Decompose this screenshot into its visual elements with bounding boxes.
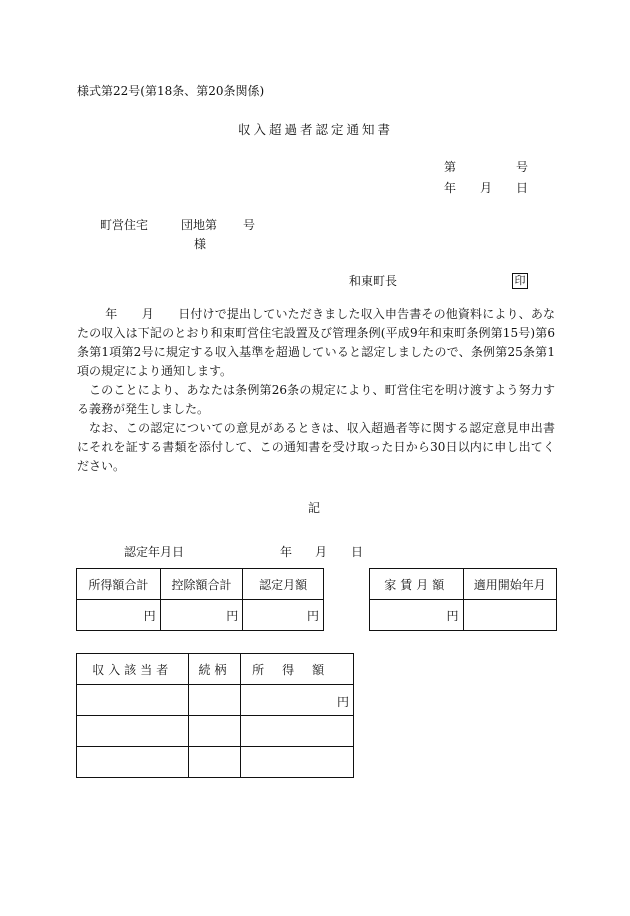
header-income-total: 所得額合計 (77, 569, 161, 600)
relationship-cell-3[interactable] (188, 747, 241, 778)
paragraph-2: このことにより、あなたは条例第26条の規定により、町営住宅を明け渡すよう努力する義務が発生しました。 (77, 383, 555, 416)
certified-monthly-cell[interactable]: 円 (243, 600, 324, 631)
header-rent-monthly: 家賃月額 (370, 569, 464, 600)
cert-date-day: 日 (351, 545, 364, 559)
document-title: 収入超過者認定通知書 (238, 122, 394, 137)
recipient-number: 号 (243, 218, 256, 232)
income-cell-2[interactable] (241, 716, 354, 747)
doc-no-prefix: 第 (444, 160, 457, 174)
recipient-honorific: 様 (194, 237, 207, 251)
recipient-housing: 町営住宅 (100, 218, 149, 232)
paragraph-1: 年 月 日付けで提出していただきました収入申告書その他資料により、あなたの収入は下記のとおり和束町営住宅設置及び管理条例(平成9年和束町条例第15号)第6条第1項第2号に規定する収入基準を超過していると認定しましたので、条例第25条第1項の規定により通知します。 (77, 307, 555, 378)
earner-cell-2[interactable] (77, 716, 189, 747)
income-total-cell[interactable]: 円 (77, 600, 161, 631)
income-cell-3[interactable] (241, 747, 354, 778)
earner-cell-3[interactable] (77, 747, 189, 778)
date-day: 日 (516, 181, 529, 195)
header-start-date: 適用開始年月 (463, 569, 557, 600)
form-number: 様式第22号(第18条、第20条関係) (77, 84, 265, 98)
cert-date-month: 月 (315, 545, 328, 559)
income-cell-1[interactable]: 円 (241, 685, 354, 716)
income-summary-table (76, 568, 324, 631)
date-month: 月 (480, 181, 493, 195)
cert-date-label: 認定年月日 (124, 545, 185, 559)
issuer-seal (512, 273, 528, 289)
income-earners-table (76, 653, 354, 778)
relationship-cell-1[interactable] (188, 685, 241, 716)
earner-cell-1[interactable] (77, 685, 189, 716)
ki-heading: 記 (308, 501, 321, 515)
header-certified-monthly: 認定月額 (243, 569, 324, 600)
deduction-total-cell[interactable]: 円 (160, 600, 243, 631)
doc-no-suffix: 号 (516, 160, 529, 174)
header-deduction-total: 控除額合計 (160, 569, 243, 600)
notice-body (77, 305, 555, 476)
cert-date-year: 年 (280, 545, 293, 559)
rent-monthly-cell[interactable]: 円 (370, 600, 464, 631)
seal-mark: 印 (512, 273, 528, 289)
paragraph-3: なお、この認定についての意見があるときは、収入超過者等に関する認定意見申出書にそれを証する書類を添付して、この通知書を受け取った日から30日以内に申し出てください。 (77, 421, 555, 473)
recipient-block: 団地第 (181, 218, 218, 232)
issuer-name: 和東町長 (349, 274, 398, 288)
start-date-cell[interactable] (463, 600, 557, 631)
date-year: 年 (444, 181, 457, 195)
relationship-cell-2[interactable] (188, 716, 241, 747)
header-income: 所得額 (241, 654, 354, 685)
header-earner: 収入該当者 (77, 654, 189, 685)
rent-table (369, 568, 557, 631)
header-relationship: 続柄 (188, 654, 241, 685)
